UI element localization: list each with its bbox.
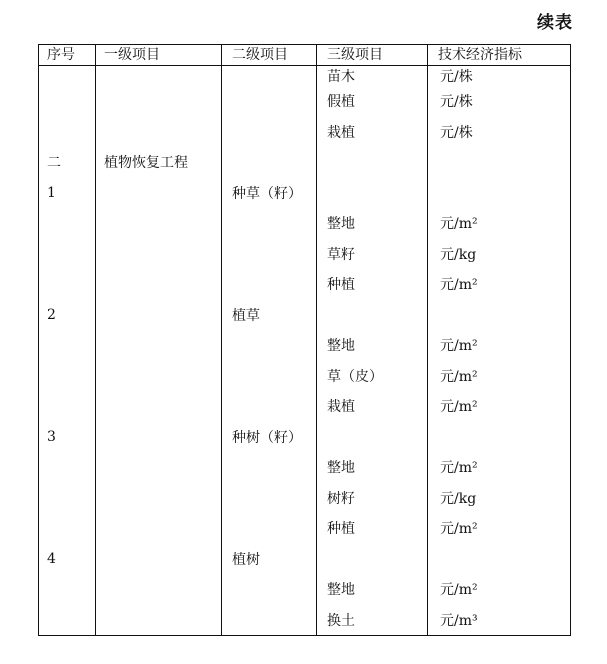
- tech-econ-index-cell: 元/m²: [428, 513, 571, 544]
- serial-number-cell: [39, 574, 96, 605]
- level2-item-cell: [222, 117, 317, 148]
- table-row: [39, 239, 571, 270]
- level1-item-cell: [96, 544, 222, 575]
- table-row: [39, 513, 571, 544]
- table-row: [39, 544, 571, 575]
- level3-item-cell: 苗木: [317, 66, 428, 87]
- level2-item-cell: [222, 208, 317, 239]
- level1-item-cell: [96, 330, 222, 361]
- level2-item-cell: [222, 147, 317, 178]
- level2-item-cell: [222, 605, 317, 636]
- level1-item-cell: [96, 269, 222, 300]
- tech-econ-index-cell: 元/m²: [428, 208, 571, 239]
- level2-item-cell: [222, 86, 317, 117]
- table-row: [39, 452, 571, 483]
- level1-item-cell: [96, 239, 222, 270]
- level3-item-cell: [317, 422, 428, 453]
- tech-econ-index-cell: [428, 178, 571, 209]
- table-row: [39, 361, 571, 392]
- tech-econ-index-cell: 元/株: [428, 86, 571, 117]
- level1-item-cell: [96, 391, 222, 422]
- table-header-row: [39, 45, 571, 66]
- level3-item-cell: 整地: [317, 208, 428, 239]
- level2-item-cell: 植草: [222, 300, 317, 331]
- header-level2-item: 二级项目: [222, 45, 317, 66]
- level1-item-cell: 植物恢复工程: [96, 147, 222, 178]
- serial-number-cell: [39, 239, 96, 270]
- level2-item-cell: [222, 574, 317, 605]
- table-row: [39, 86, 571, 117]
- level3-item-cell: [317, 300, 428, 331]
- level1-item-cell: [96, 117, 222, 148]
- table-row: [39, 208, 571, 239]
- level3-item-cell: [317, 147, 428, 178]
- level2-item-cell: [222, 391, 317, 422]
- table-row: [39, 483, 571, 514]
- header-level3-item: 三级项目: [317, 45, 428, 66]
- table-row: [39, 147, 571, 178]
- serial-number-cell: [39, 391, 96, 422]
- level2-item-cell: 植树: [222, 544, 317, 575]
- serial-number-cell: 2: [39, 300, 96, 331]
- level3-item-cell: 草籽: [317, 239, 428, 270]
- level3-item-cell: 假植: [317, 86, 428, 117]
- serial-number-cell: 4: [39, 544, 96, 575]
- level3-item-cell: 种植: [317, 269, 428, 300]
- header-tech-econ-index: 技术经济指标: [428, 45, 571, 66]
- level3-item-cell: 草（皮）: [317, 361, 428, 392]
- table-row: [39, 574, 571, 605]
- level1-item-cell: [96, 208, 222, 239]
- level3-item-cell: 树籽: [317, 483, 428, 514]
- table-row: [39, 269, 571, 300]
- level3-item-cell: 换土: [317, 605, 428, 636]
- level1-item-cell: [96, 178, 222, 209]
- level3-item-cell: 整地: [317, 452, 428, 483]
- serial-number-cell: [39, 361, 96, 392]
- level3-item-cell: [317, 178, 428, 209]
- level3-item-cell: 栽植: [317, 391, 428, 422]
- table-row: [39, 178, 571, 209]
- serial-number-cell: [39, 605, 96, 636]
- table-row: [39, 391, 571, 422]
- serial-number-cell: [39, 208, 96, 239]
- tech-econ-index-cell: 元/m²: [428, 574, 571, 605]
- level2-item-cell: [222, 239, 317, 270]
- level3-item-cell: 整地: [317, 330, 428, 361]
- level1-item-cell: [96, 574, 222, 605]
- table-row: [39, 66, 571, 87]
- serial-number-cell: 1: [39, 178, 96, 209]
- header-serial-number: 序号: [39, 45, 96, 66]
- tech-econ-index-cell: 元/株: [428, 66, 571, 87]
- level1-item-cell: [96, 483, 222, 514]
- level2-item-cell: [222, 452, 317, 483]
- table-row: [39, 117, 571, 148]
- serial-number-cell: 3: [39, 422, 96, 453]
- tech-econ-index-cell: 元/kg: [428, 239, 571, 270]
- tech-econ-index-cell: [428, 300, 571, 331]
- level2-item-cell: [222, 361, 317, 392]
- level1-item-cell: [96, 86, 222, 117]
- serial-number-cell: [39, 86, 96, 117]
- table-row: [39, 605, 571, 636]
- level1-item-cell: [96, 361, 222, 392]
- level2-item-cell: [222, 66, 317, 87]
- level3-item-cell: 整地: [317, 574, 428, 605]
- tech-econ-index-cell: [428, 544, 571, 575]
- level3-item-cell: 种植: [317, 513, 428, 544]
- table-row: [39, 330, 571, 361]
- tech-econ-index-cell: [428, 147, 571, 178]
- serial-number-cell: [39, 66, 96, 87]
- level2-item-cell: 种树（籽）: [222, 422, 317, 453]
- level2-item-cell: [222, 483, 317, 514]
- continued-table-label: 续表: [537, 13, 573, 33]
- serial-number-cell: [39, 483, 96, 514]
- tech-econ-index-cell: 元/株: [428, 117, 571, 148]
- level2-item-cell: [222, 513, 317, 544]
- cost-index-table: [38, 44, 571, 636]
- level1-item-cell: [96, 422, 222, 453]
- tech-econ-index-cell: 元/kg: [428, 483, 571, 514]
- tech-econ-index-cell: 元/m²: [428, 452, 571, 483]
- tech-econ-index-cell: [428, 422, 571, 453]
- serial-number-cell: [39, 330, 96, 361]
- tech-econ-index-cell: 元/m²: [428, 361, 571, 392]
- level2-item-cell: 种草（籽）: [222, 178, 317, 209]
- header-level1-item: 一级项目: [96, 45, 222, 66]
- level2-item-cell: [222, 269, 317, 300]
- level2-item-cell: [222, 330, 317, 361]
- serial-number-cell: [39, 269, 96, 300]
- tech-econ-index-cell: 元/m²: [428, 391, 571, 422]
- tech-econ-index-cell: 元/m²: [428, 269, 571, 300]
- serial-number-cell: [39, 117, 96, 148]
- serial-number-cell: [39, 513, 96, 544]
- level3-item-cell: 栽植: [317, 117, 428, 148]
- level1-item-cell: [96, 300, 222, 331]
- level1-item-cell: [96, 66, 222, 87]
- level3-item-cell: [317, 544, 428, 575]
- table-row: [39, 300, 571, 331]
- serial-number-cell: 二: [39, 147, 96, 178]
- table-row: [39, 422, 571, 453]
- level1-item-cell: [96, 605, 222, 636]
- tech-econ-index-cell: 元/m²: [428, 330, 571, 361]
- level1-item-cell: [96, 513, 222, 544]
- level1-item-cell: [96, 452, 222, 483]
- tech-econ-index-cell: 元/m³: [428, 605, 571, 636]
- serial-number-cell: [39, 452, 96, 483]
